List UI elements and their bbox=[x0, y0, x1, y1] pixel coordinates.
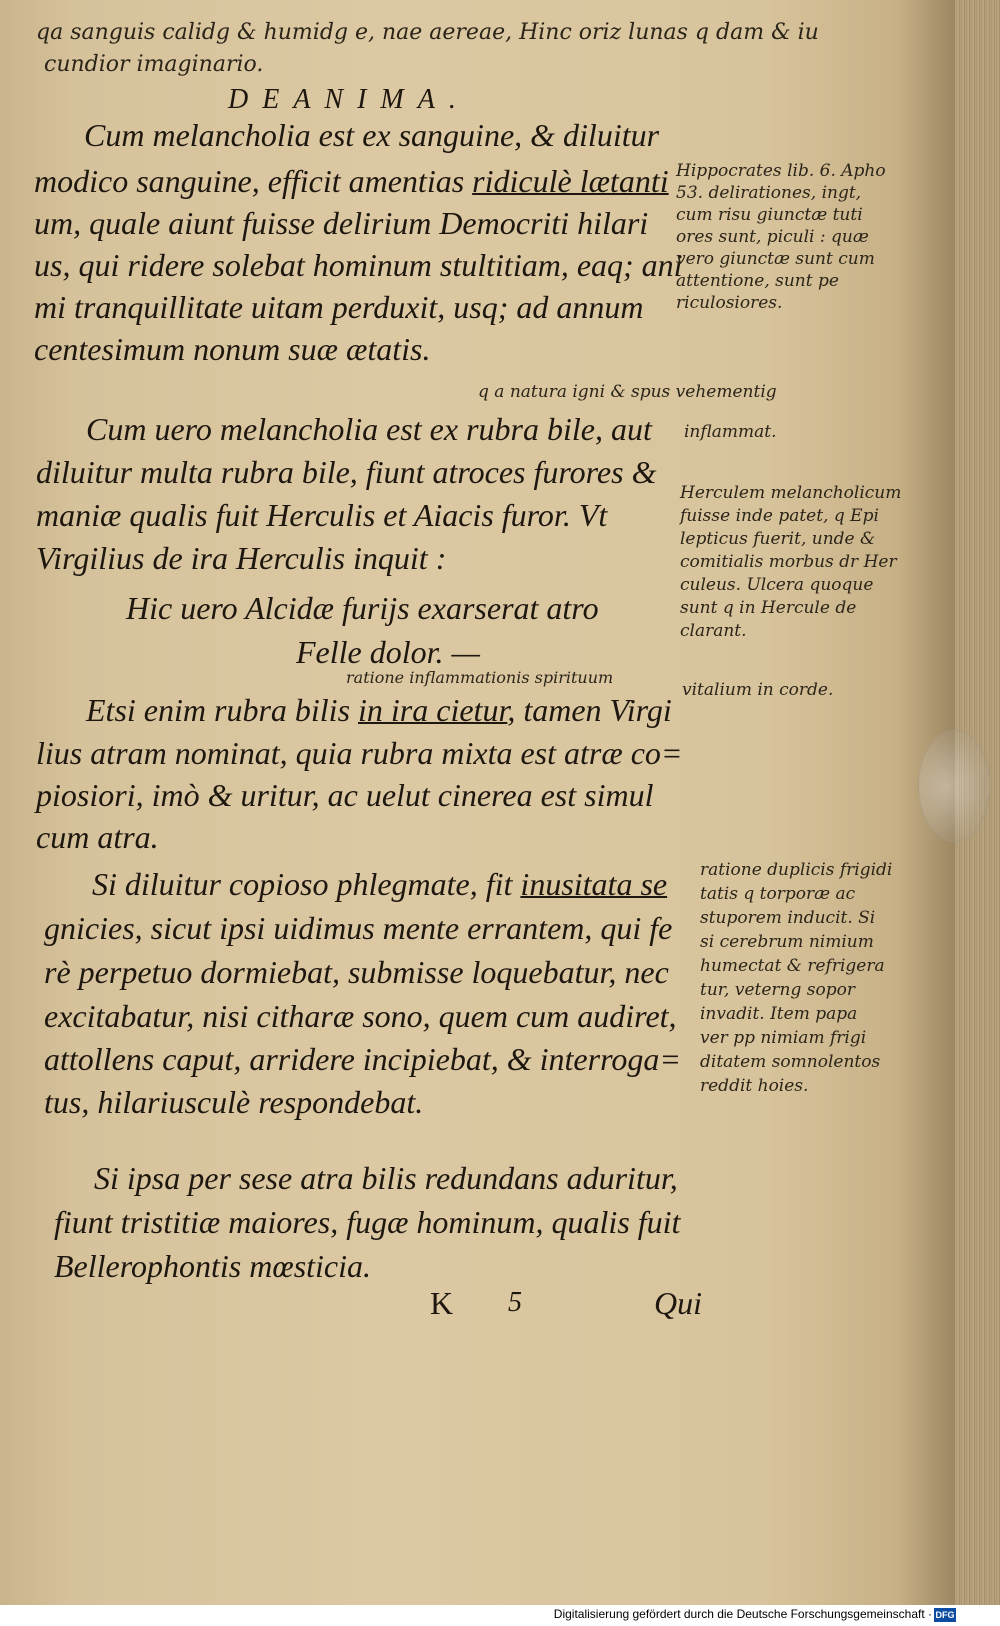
footer-text: Digitalisierung gefördert durch die Deutsche Forschungsgemeinschaft · bbox=[553, 1607, 932, 1621]
top-annotation-line-1: qa sanguis calidg & humidg e, nae aereae, Hinc oriz lunas q dam & iu bbox=[36, 20, 819, 45]
signature-number: 5 bbox=[508, 1287, 522, 1318]
running-head: DEANIMA. bbox=[228, 84, 470, 115]
margin-note-1: Hippocrates lib. 6. Apho 53. delirationes, ingt, cum risu giunctæ tuti ores sunt, piculi : quæ vero giunctæ sunt cum attentione, sunt pe riculosiores. bbox=[676, 161, 886, 313]
p1-line-4: us, qui ridere solebat hominum stultitiam, eaq; ani bbox=[34, 247, 683, 283]
p1-line-1: Cum melancholia est ex sanguine, & diluitur bbox=[84, 117, 660, 153]
p4-line-3: rè perpetuo dormiebat, submisse loquebatur, nec bbox=[44, 954, 669, 990]
interlinear-note-p3: ratione inflammationis spirituum bbox=[346, 668, 614, 687]
interlinear-note-p2: q a natura igni & spus vehementig bbox=[478, 382, 777, 402]
p4-line-2: gnicies, sicut ipsi uidimus mente errantem, qui fe bbox=[44, 910, 673, 946]
signature-mark: K bbox=[430, 1285, 454, 1321]
margin-note-p3-tail: vitalium in corde. bbox=[682, 680, 834, 700]
dfg-logo-icon: DFG bbox=[935, 1610, 955, 1620]
top-annotation-line-2: cundior imaginario. bbox=[44, 52, 264, 77]
margin-note-3: ratione duplicis frigidi tatis q torporæ ac stuporem inducit. Si si cerebrum nimium humectat & refrigera tur, veterng sopor invadit. Item papa ver pp nimiam frigi ditatem somnolentos reddit hoies. bbox=[700, 860, 893, 1096]
p4-line-5: attollens caput, arridere incipiebat, & interroga= bbox=[44, 1041, 681, 1077]
p3-line-4: cum atra. bbox=[36, 819, 159, 855]
underlined-phrase-2: in ira cietur bbox=[358, 692, 508, 728]
verse-line-2: Felle dolor. — bbox=[296, 634, 480, 670]
underlined-phrase-3: inusitata se bbox=[520, 866, 668, 902]
underlined-phrase: ridiculè lætanti bbox=[472, 163, 669, 199]
p3-line-1: Etsi enim rubra bilis in ira cietur, tamen Virgi bbox=[86, 692, 672, 728]
p1-line-2: modico sanguine, efficit amentias ridiculè lætanti bbox=[34, 163, 669, 199]
p2-line-3: maniæ qualis fuit Herculis et Aiacis furor. Vt bbox=[36, 497, 608, 533]
p1-line-5: mi tranquillitate uitam perduxit, usq; ad annum bbox=[34, 289, 644, 325]
p2-line-2: diluitur multa rubra bile, fiunt atroces furores & bbox=[36, 454, 657, 490]
catchword: Qui bbox=[654, 1285, 702, 1321]
p1-line-6: centesimum nonum suæ ætatis. bbox=[34, 331, 431, 367]
verse-line-1: Hic uero Alcidæ furijs exarserat atro bbox=[126, 590, 599, 626]
p5-line-3: Bellerophontis mœsticia. bbox=[54, 1248, 372, 1284]
p3-line-3: piosiori, imò & uritur, ac uelut cinerea est simul bbox=[36, 777, 654, 813]
p4-line-6: tus, hilariusculè respondebat. bbox=[44, 1084, 424, 1120]
p2-line-4: Virgilius de ira Herculis inquit : bbox=[36, 540, 447, 576]
interlinear-note-p2-b: inflammat. bbox=[684, 422, 777, 442]
p3-line-2: lius atram nominat, quia rubra mixta est atræ co= bbox=[36, 735, 683, 771]
plastic-clip bbox=[918, 730, 990, 842]
p5-line-1: Si ipsa per sese atra bilis redundans aduritur, bbox=[94, 1160, 678, 1196]
footer-bar bbox=[0, 1605, 1000, 1626]
p1-line-3: um, quale aiunt fuisse delirium Democriti hilari bbox=[34, 205, 649, 241]
margin-note-2: Herculem melancholicum fuisse inde patet, q Epi lepticus fuerit, unde & comitialis morbus dr Her culeus. Ulcera quoque sunt q in Hercule de clarant. bbox=[680, 483, 902, 641]
p4-line-4: excitabatur, nisi citharæ sono, quem cum audiret, bbox=[44, 998, 677, 1034]
p4-line-1: Si diluitur copioso phlegmate, fit inusitata se bbox=[92, 866, 668, 902]
p2-line-1: Cum uero melancholia est ex rubra bile, aut bbox=[86, 411, 652, 447]
p5-line-2: fiunt tristitiæ maiores, fugæ hominum, qualis fuit bbox=[54, 1204, 681, 1240]
